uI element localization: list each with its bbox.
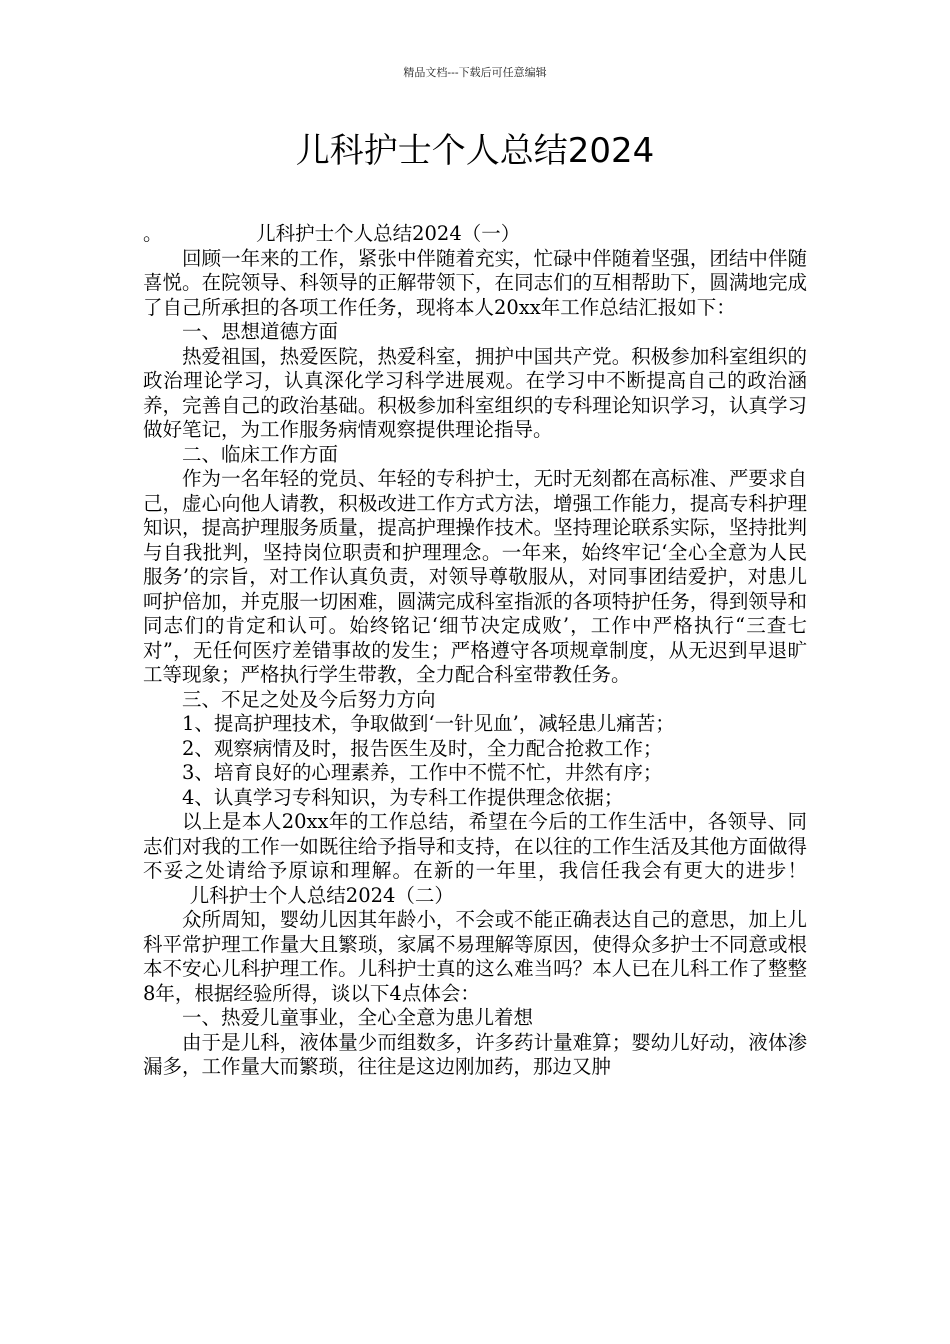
conclusion-text: 以上是本人20xx年的工作总结，希望在今后的工作生活中，各领导、同志们对我的工作一如既往给予指导和支持，在以往的工作生活及其他方面做得不妥之处请给予原谅和理解。在新的一年里，我信任我会有更大的进步！: [143, 810, 807, 882]
list-item-3: 3、培育良好的心理素养，工作中不慌不忙，井然有序；: [182, 761, 663, 784]
list-item-4: 4、认真学习专科知识，为专科工作提供理念依据；: [182, 785, 624, 809]
list-item-2: 2、观察病情及时，报告医生及时，全力配合抢救工作；: [182, 736, 663, 760]
subtitle-part-one: 儿科护士个人总结2024（一）: [256, 222, 521, 245]
heading-love-children: 一、热爱儿童事业，全心全意为患儿着想: [182, 1006, 534, 1029]
paragraph-ideology: 热爱祖国，热爱医院，热爱科室，拥护中国共产党。积极参加科室组织的政治理论学习，认真深化学习科学进展观。在学习中不断提高自己的政治涵养，完善自己的政治基础。积极参加科室组织的专科理论知识学习，认真学习做好笔记，为工作服务病情观察提供理论指导。: [143, 344, 807, 441]
paragraph-clinical: 作为一名年轻的党员、年轻的专科护士，无时无刻都在高标准、严要求自己，虚心向他人请教，积极改进工作方式方法，增强工作能力，提高专科护理知识，提高护理服务质量，提高护理操作技术。坚持理论联系实际，坚持批判与自我批判，坚持岗位职责和护理理念。一年来，始终牢记‘全心全意为人民服务’的宗旨，对工作认真负责，对领导尊敬服从，对同事团结爱护，对患儿呵护倍加，并克服一切困难，圆满完成科室指派的各项特护任务，得到领导和同志们的肯定和认可。始终铭记‘细节决定成败’，工作中严格执行“三查七对”，无任何医疗差错事故的发生；严格遵守各项规章制度，从无迟到早退旷工等现象；严格执行学生带教，全力配合科室带教任务。: [143, 467, 807, 686]
document-title: 儿科护士个人总结2024: [295, 131, 655, 171]
paragraph-love-children: 由于是儿科，液体量少而组数多，许多药计量难算；婴幼儿好动，液体渗漏多，工作量大而繁琐，往往是这边刚加药，那边又肿: [143, 1030, 807, 1078]
document-body: [143, 222, 807, 1080]
section-heading-1: [143, 222, 807, 247]
subtitle-part-two: 儿科护士个人总结2024（二）: [189, 883, 454, 907]
paragraph-conclusion: [143, 810, 807, 908]
heading-clinical: 二、临床工作方面: [182, 442, 339, 466]
bullet-mark: 。: [143, 222, 163, 245]
paragraph-part-two-intro: 众所周知，婴幼儿因其年龄小，不会或不能正确表达自己的意思，加上儿科平常护理工作量大且繁琐，家属不易理解等原因，使得众多护士不同意或根本不安心儿科护理工作。儿科护士真的这么难当吗？本人已在儿科工作了整整8年，根据经验所得，谈以下4点体会：: [143, 908, 807, 1005]
paragraph-intro: 回顾一年来的工作，紧张中伴随着充实，忙碌中伴随着坚强，团结中伴随喜悦。在院领导、科领导的正解带领下，在同志们的互相帮助下，圆满地完成了自己所承担的各项工作任务，现将本人20xx年工作总结汇报如下：: [143, 246, 807, 319]
heading-ideology: 一、思想道德方面: [182, 320, 339, 343]
list-item-1: 1、提高护理技术，争取做到‘一针见血’，减轻患儿痛苦；: [182, 712, 675, 735]
header-note: 精品文档---下载后可任意编辑: [403, 66, 547, 79]
heading-shortcomings: 三、不足之处及今后努力方向: [182, 687, 436, 711]
